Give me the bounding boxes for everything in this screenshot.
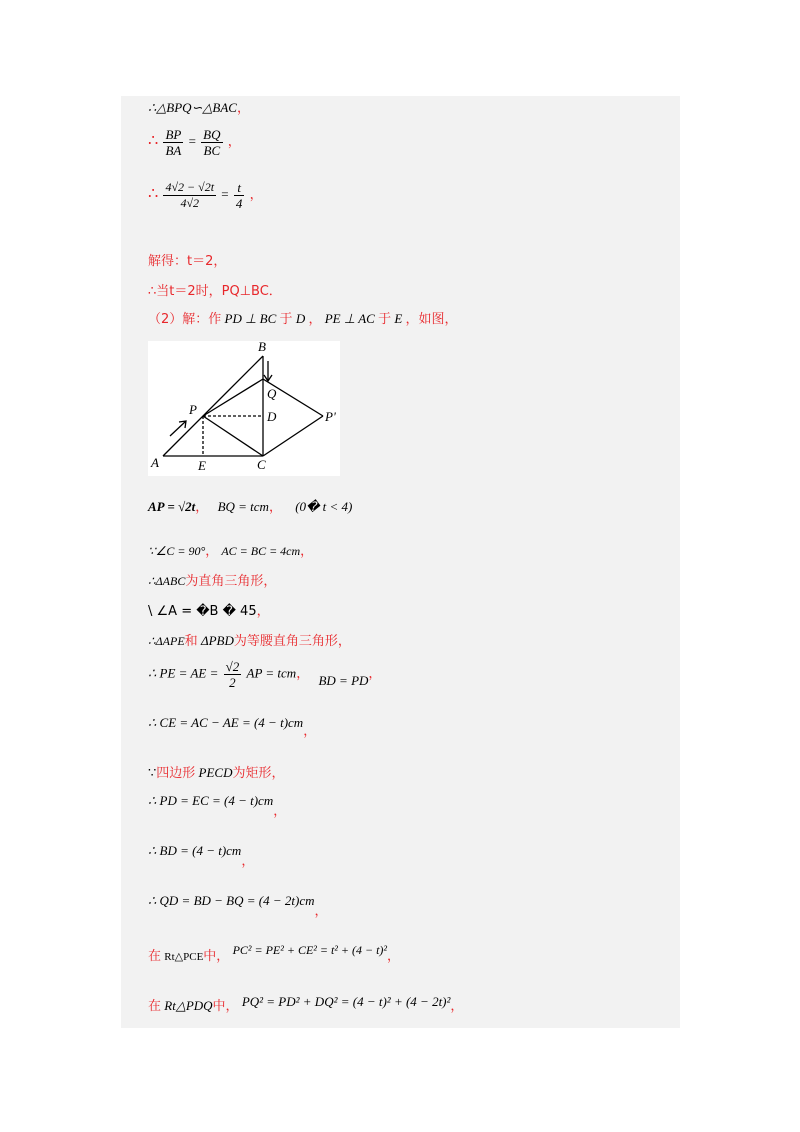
line-equation: ∴ $\frac{4√2 - √2t}{4√2}$ = $\frac{t}{4}$ ， [148, 180, 263, 211]
line-given: ∵∠C = 90°， AC = BC = 4cm， [148, 544, 314, 559]
geometry-svg [148, 341, 340, 476]
fraction-left: $\frac{4√2 - √2t}{4√2}$ [165, 180, 215, 210]
line-rectangle: ∵四边形 PECD为矩形， [148, 765, 285, 781]
line-pe-ae: ∴ PE = AE = $\frac{√2}{2}$ AP = tcm， BD = PD， [148, 659, 382, 690]
label-p: P [189, 402, 197, 417]
line-ce: ∴ CE = AC − AE = (4 − t)cm， [148, 715, 317, 739]
label-c: C [257, 457, 266, 472]
fraction-bq-bc: $\frac{BQ}{BC}$ [203, 127, 221, 158]
line-ratio: ∴ $\frac{BP}{BA}$ = $\frac{BQ}{BC}$ ， [148, 127, 241, 158]
line-part2: （2）解：作 PD ⊥ BC 于 D ， PE ⊥ AC 于 E ，如图， [148, 311, 458, 327]
line-qd: ∴ QD = BD − BQ = (4 − 2t)cm， [148, 893, 328, 919]
line-solution: 解得：t＝2， [148, 254, 227, 269]
arrow-ap-shaft [170, 421, 186, 436]
label-q: Q [267, 386, 277, 401]
fraction-bp-ba: $\frac{BP}{BA}$ [165, 127, 182, 158]
label-a: A [151, 455, 159, 470]
fraction-sqrt2-2: $\frac{√2}{2}$ [225, 659, 240, 690]
line-pc-squared: 在 Rt△PCE中， PC² = PE² + CE² = t² + (4 − t)²， [148, 943, 401, 964]
fraction-right: $\frac{t}{4}$ [235, 180, 243, 211]
line-bd: ∴ BD = (4 − t)cm， [148, 843, 255, 869]
document-page [121, 96, 680, 1028]
geometry-figure [148, 341, 340, 476]
line-right-triangle: ∴ΔABC为直角三角形， [148, 574, 277, 589]
label-b: B [258, 341, 266, 354]
line-pq-squared: 在 Rt△PDQ中， PQ² = PD² + DQ² = (4 − t)² + (4 − 2t)²， [148, 994, 464, 1014]
label-e: E [198, 458, 206, 473]
segment-pc [203, 416, 263, 456]
line-similar-triangles: ∴△BPQ∽△BAC， [148, 100, 250, 116]
line-conclusion: ∴当t＝2时，PQ⊥BC． [148, 284, 282, 299]
line-ap-bq: AP = √2t， BQ = tcm， (0� t < 4) [148, 499, 353, 515]
label-p-prime: P' [325, 409, 336, 424]
label-d: D [267, 409, 277, 424]
segment-ab [163, 356, 263, 456]
line-angles: \ ∠A = �B � 45， [148, 604, 270, 619]
segment-pq [203, 379, 263, 416]
line-pd-ec: ∴ PD = EC = (4 − t)cm， [148, 793, 287, 819]
line-isosceles: ∴ΔAPE和 ΔPBD为等腰直角三角形， [148, 633, 351, 649]
